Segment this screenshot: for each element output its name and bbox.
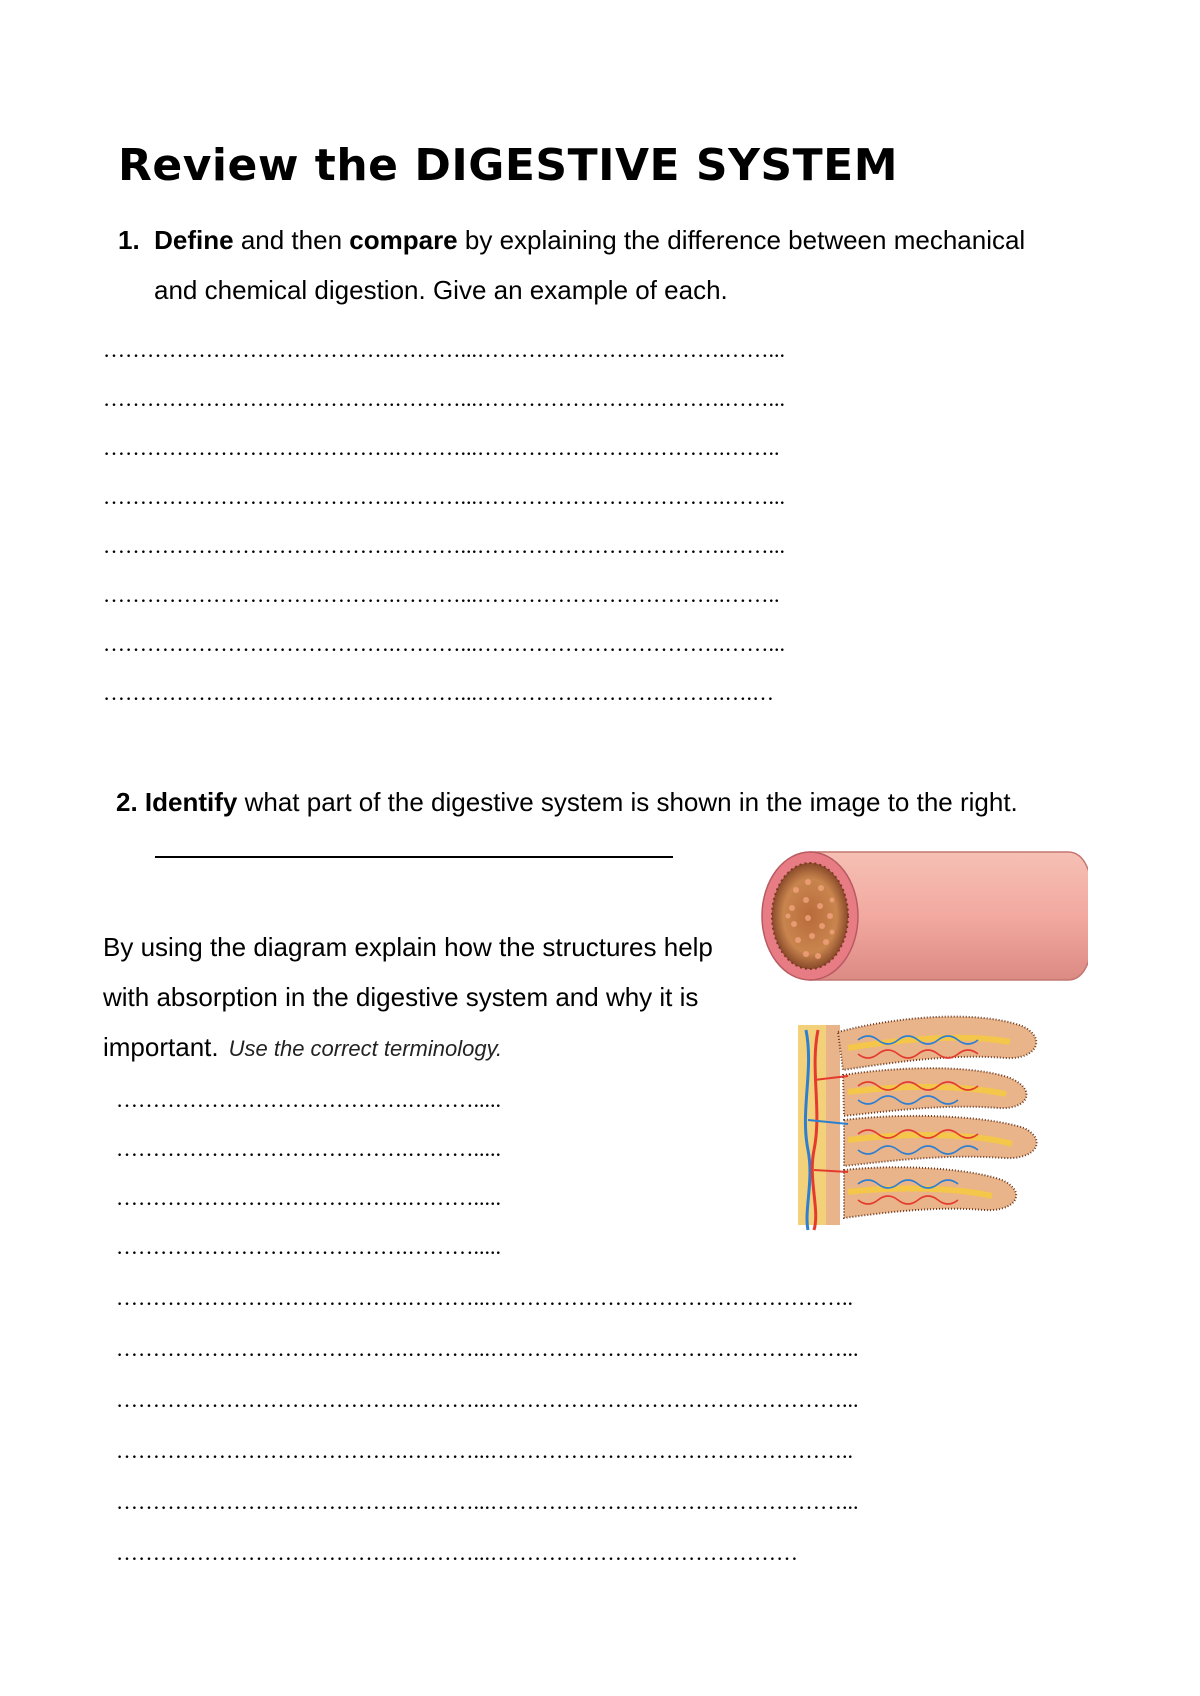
answer-line[interactable]: ………………………………….………...…………………………….……... — [103, 484, 785, 509]
answer-line[interactable]: ………………………………….………...…………………………….……... — [103, 386, 785, 411]
question-2-instructions: By using the diagram explain how the structures help with absorption in the digestive system and why it is important. — [103, 932, 713, 1062]
answer-line[interactable]: ………………………………….………...………………………………………….. — [116, 1438, 853, 1463]
question-2-number: 2. — [116, 787, 138, 817]
question-2-text: what part of the digestive system is shown in the image to the right. — [237, 787, 1018, 817]
question-2-paragraph — [103, 922, 723, 1074]
answer-line[interactable]: ………………………………….………...…………………………………………... — [116, 1336, 859, 1361]
answer-line[interactable]: ………………………………….………..... — [116, 1087, 501, 1112]
question-1-line-2: and chemical digestion. Give an example of each. — [154, 275, 728, 305]
small-intestine-diagram — [748, 820, 1088, 1240]
answer-line[interactable]: ………………………………….………...…………………………….…….. — [103, 435, 780, 460]
answer-line[interactable]: ………………………………….………...…………………………….……... — [103, 533, 785, 558]
answer-line[interactable]: ………………………………….………...…………………………….….… — [103, 680, 774, 705]
question-1-text-b: by explaining the difference between mechanical — [457, 225, 1026, 255]
answer-line[interactable]: ………………………………….………...…………………………………………... — [116, 1387, 859, 1412]
answer-line[interactable]: ………………………………….………..... — [116, 1234, 501, 1259]
question-2-identify: Identify — [144, 787, 238, 817]
question-1-text-a: and then — [233, 225, 350, 255]
answer-line[interactable]: ………………………………….………...…………………………….……... — [103, 631, 785, 656]
villi-cross-section — [798, 1017, 1037, 1230]
question-1-compare: compare — [349, 225, 458, 255]
intestine-tube — [762, 852, 1088, 980]
answer-line[interactable]: ………………………………….………...…………………………………… — [116, 1540, 798, 1565]
identify-answer-line[interactable] — [155, 856, 673, 858]
answer-line[interactable]: ………………………………….………...…………………………………………... — [116, 1489, 859, 1514]
question-1-number: 1. — [118, 225, 140, 255]
answer-line[interactable]: ………………………………….………...…………………………….……... — [103, 337, 785, 362]
page-title: Review the DIGESTIVE SYSTEM — [118, 140, 898, 191]
answer-line[interactable]: ………………………………….………..... — [116, 1136, 501, 1161]
answer-line[interactable]: ………………………………….………...………………………………………….. — [116, 1285, 853, 1310]
question-1 — [118, 215, 1025, 265]
answer-line[interactable]: ………………………………….………..... — [116, 1185, 501, 1210]
question-1-define: Define — [154, 225, 234, 255]
terminology-hint: Use the correct terminology. — [228, 1036, 503, 1061]
answer-line[interactable]: ………………………………….………...…………………………….…….. — [103, 582, 780, 607]
